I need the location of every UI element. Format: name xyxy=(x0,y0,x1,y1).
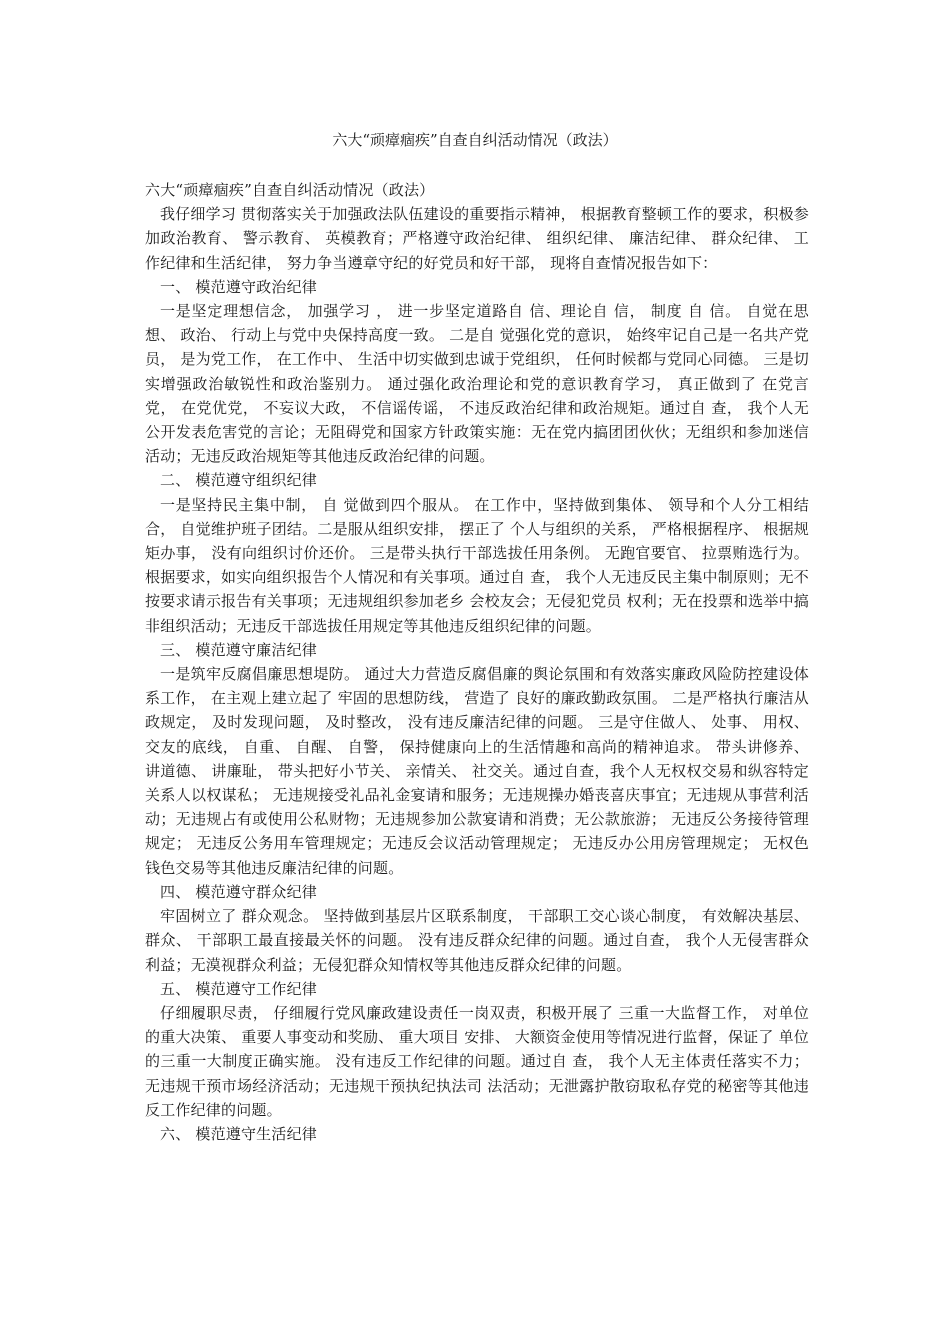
section-body-political: 一是坚定理想信念， 加强学习 ， 进一步坚定道路自 信、理论自 信， 制度 自 信。 自觉在思想、 政治、 行动上与党中央保持高度一致。 二是自 觉强化党的意识， 始终牢记自己是一名共产党员， 是为党工作， 在工作中、 生活中切实做到忠诚于党组织， 任何时候都与党同心同德。 三是切实增强政治敏锐性和政治鉴别力。 通过强化政治理论和党的意识教育学习， 真正做到了 在党言党， 在党优党， 不妄议大政， 不信谣传谣， 不违反政治纪律和政治规矩。通过自 查， 我个人无公开发表危害党的言论；无阻碍党和国家方针政策实施：无在党内搞团团伙伙；无组织和参加迷信活动；无违反政治规矩等其他违反政治纪律的问题。 xyxy=(145,302,809,466)
section-heading-integrity: 三、 模范遵守廉洁纪律 xyxy=(160,640,317,659)
section-body-work: 仔细履职尽责， 仔细履行党风廉政建设责任一岗双责，积极开展了 三重一大监督工作， 对单位的重大决策、 重要人事变动和奖励、 重大项目 安排、 大额资金使用等情况进行监督，保证了 单位的三重一大制度正确实施。 没有违反工作纪律的问题。通过自 查， 我个人无主体责任落实不力；无违规干预市场经济活动；无违规干预执纪执法司 法活动；无泄露护散窃取私存党的秘密等其他违反工作纪律的问题。 xyxy=(145,1003,809,1119)
section-heading-mass: 四、 模范遵守群众纪律 xyxy=(160,882,317,901)
document-body xyxy=(145,178,809,1146)
document-subtitle: 六大“顽瘴痼疾”自查自纠活动情况（政法） xyxy=(145,181,435,199)
section-heading-organizational: 二、 模范遵守组织纪律 xyxy=(160,471,317,490)
section-body-mass: 牢固树立了 群众观念。 坚持做到基层片区联系制度， 干部职工交心谈心制度， 有效解决基层、 群众、 干部职工最直接最关怀的问题。 没有违反群众纪律的问题。通过自查， 我个人无侵害群众利益；无漠视群众利益；无侵犯群众知情权等其他违反群众纪律的问题。 xyxy=(145,907,809,974)
page-title: 六大“顽瘴痼疾”自查自纠活动情况（政法） xyxy=(332,131,618,149)
section-body-organizational: 一是坚持民主集中制， 自 觉做到四个服从。 在工作中，坚持做到集体、 领导和个人分工相结合， 自觉维护班子团结。二是服从组织安排， 摆正了 个人与组织的关系， 严格根据程序、 根据规矩办事， 没有向组织讨价还价。 三是带头执行干部选拔任用条例。 无跑官要官、 拉票贿选行为。 根据要求，如实向组织报告个人情况和有关事项。通过自 查， 我个人无违反民主集中制原则；无不按要求请示报告有关事项；无违规组织参加老乡 会校友会；无侵犯党员 权利；无在投票和选举中搞非组织活动；无违反干部选拔任用规定等其他违反组织纪律的问题。 xyxy=(145,495,809,635)
section-heading-life: 六、 模范遵守生活纪律 xyxy=(160,1124,317,1143)
section-heading-work: 五、 模范遵守工作纪律 xyxy=(160,979,317,998)
section-heading-political: 一、 模范遵守政治纪律 xyxy=(160,277,317,296)
intro-paragraph: 我仔细学习 贯彻落实关于加强政法队伍建设的重要指示精神， 根据教育整顿工作的要求，积极参加政治教育、 警示教育、 英模教育；严格遵守政治纪律、 组织纪律、 廉洁纪律、 群众纪律、 工作纪律和生活纪律， 努力争当遵章守纪的好党员和好干部， 现将自查情况报告如下： xyxy=(145,205,809,272)
section-body-integrity: 一是筑牢反腐倡廉思想堤防。 通过大力营造反腐倡廉的舆论氛围和有效落实廉政风险防控建设体系工作， 在主观上建立起了 牢固的思想防线， 营造了 良好的廉政勤政氛围。 二是严格执行廉洁从政规定， 及时发现问题， 及时整改， 没有违反廉洁纪律的问题。 三是守住做人、 处事、 用权、 交友的底线， 自重、 自醒、 自警， 保持健康向上的生活情趣和高尚的精神追求。 带头讲修养、 讲道德、 讲廉耻， 带头把好小节关、 亲情关、 社交关。通过自查，我个人无权权交易和纵容特定关系人以权谋私； 无违规接受礼品礼金宴请和服务；无违规操办婚丧喜庆事宜；无违规从事营利活动；无违规占有或使用公私财物；无违规参加公款宴请和消费；无公款旅游； 无违反公务接待管理规定； 无违反公务用车管理规定；无违反会议活动管理规定； 无违反办公用房管理规定； 无权色钱色交易等其他违反廉洁纪律的问题。 xyxy=(145,665,809,877)
